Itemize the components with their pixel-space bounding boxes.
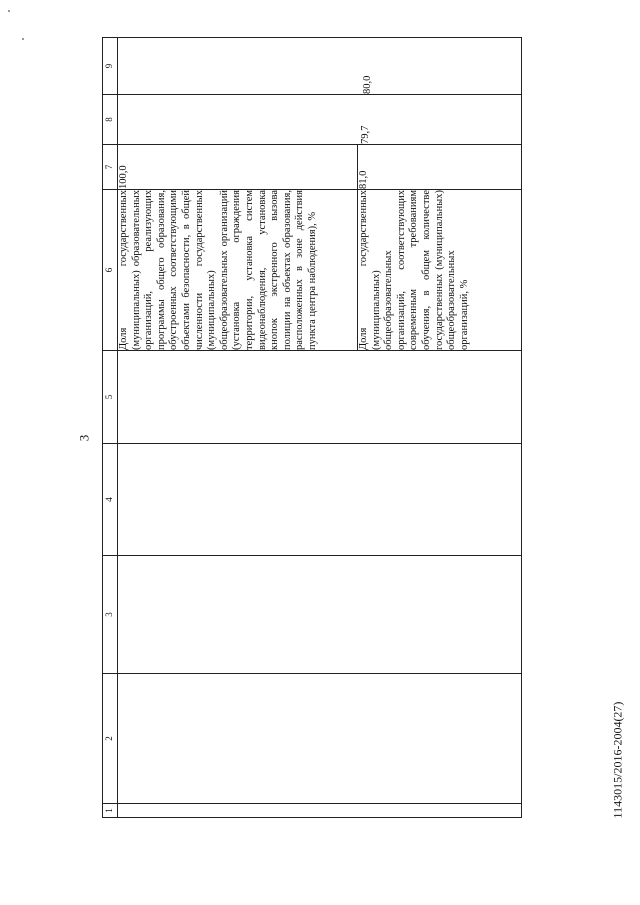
column-header: 2 — [103, 674, 118, 804]
rotated-table — [102, 38, 522, 818]
column-number-row — [103, 38, 118, 818]
cell-col1 — [118, 804, 522, 818]
value-col8 — [118, 95, 522, 145]
column-header: 9 — [103, 38, 118, 95]
column-header: 1 — [103, 804, 118, 818]
column-header: 7 — [103, 145, 118, 190]
column-header: 8 — [103, 95, 118, 145]
value-col7: 81,0 — [358, 145, 522, 190]
scan-speck — [22, 38, 24, 40]
indicators-table — [102, 37, 522, 818]
value-col9 — [118, 38, 522, 95]
column-header: 4 — [103, 444, 118, 556]
column-header: 6 — [103, 190, 118, 351]
document-code: 1143015/2016-2004(27) — [610, 701, 625, 819]
table-row — [118, 38, 358, 818]
cell-col2 — [118, 674, 522, 804]
page-number: 3 — [76, 434, 92, 442]
indicator-text: Доля государственных (муниципальных) образовательных организаций, реализующих программы общего образования, обустроенных соответствующими объектами безопасности, в общей численности государственных (муниципальных) общеобразовательных организаций (установка ограждения территории, установка систем видеонаблюдения, установка кнопок экстренного вызова полиции на объектах образования, расположенных в зоне действия пункта центра наблюдения), % — [118, 190, 358, 351]
value-col7: 100,0 — [118, 145, 358, 190]
column-header: 5 — [103, 351, 118, 444]
column-header: 3 — [103, 556, 118, 674]
indicator-text: Доля государственных (муниципальных) общеобразовательных организаций, соответствующих современным требованиям обучения, в общем количестве государственных (муниципальных) общеобразовательных организаций, % — [358, 190, 522, 351]
value-col8-row2: 79,7 — [360, 125, 371, 144]
cell-col4 — [118, 444, 522, 556]
cell-col5 — [118, 351, 522, 444]
value-col9-row2: 80,0 — [362, 75, 373, 94]
scan-speck — [8, 10, 10, 12]
cell-col3 — [118, 556, 522, 674]
